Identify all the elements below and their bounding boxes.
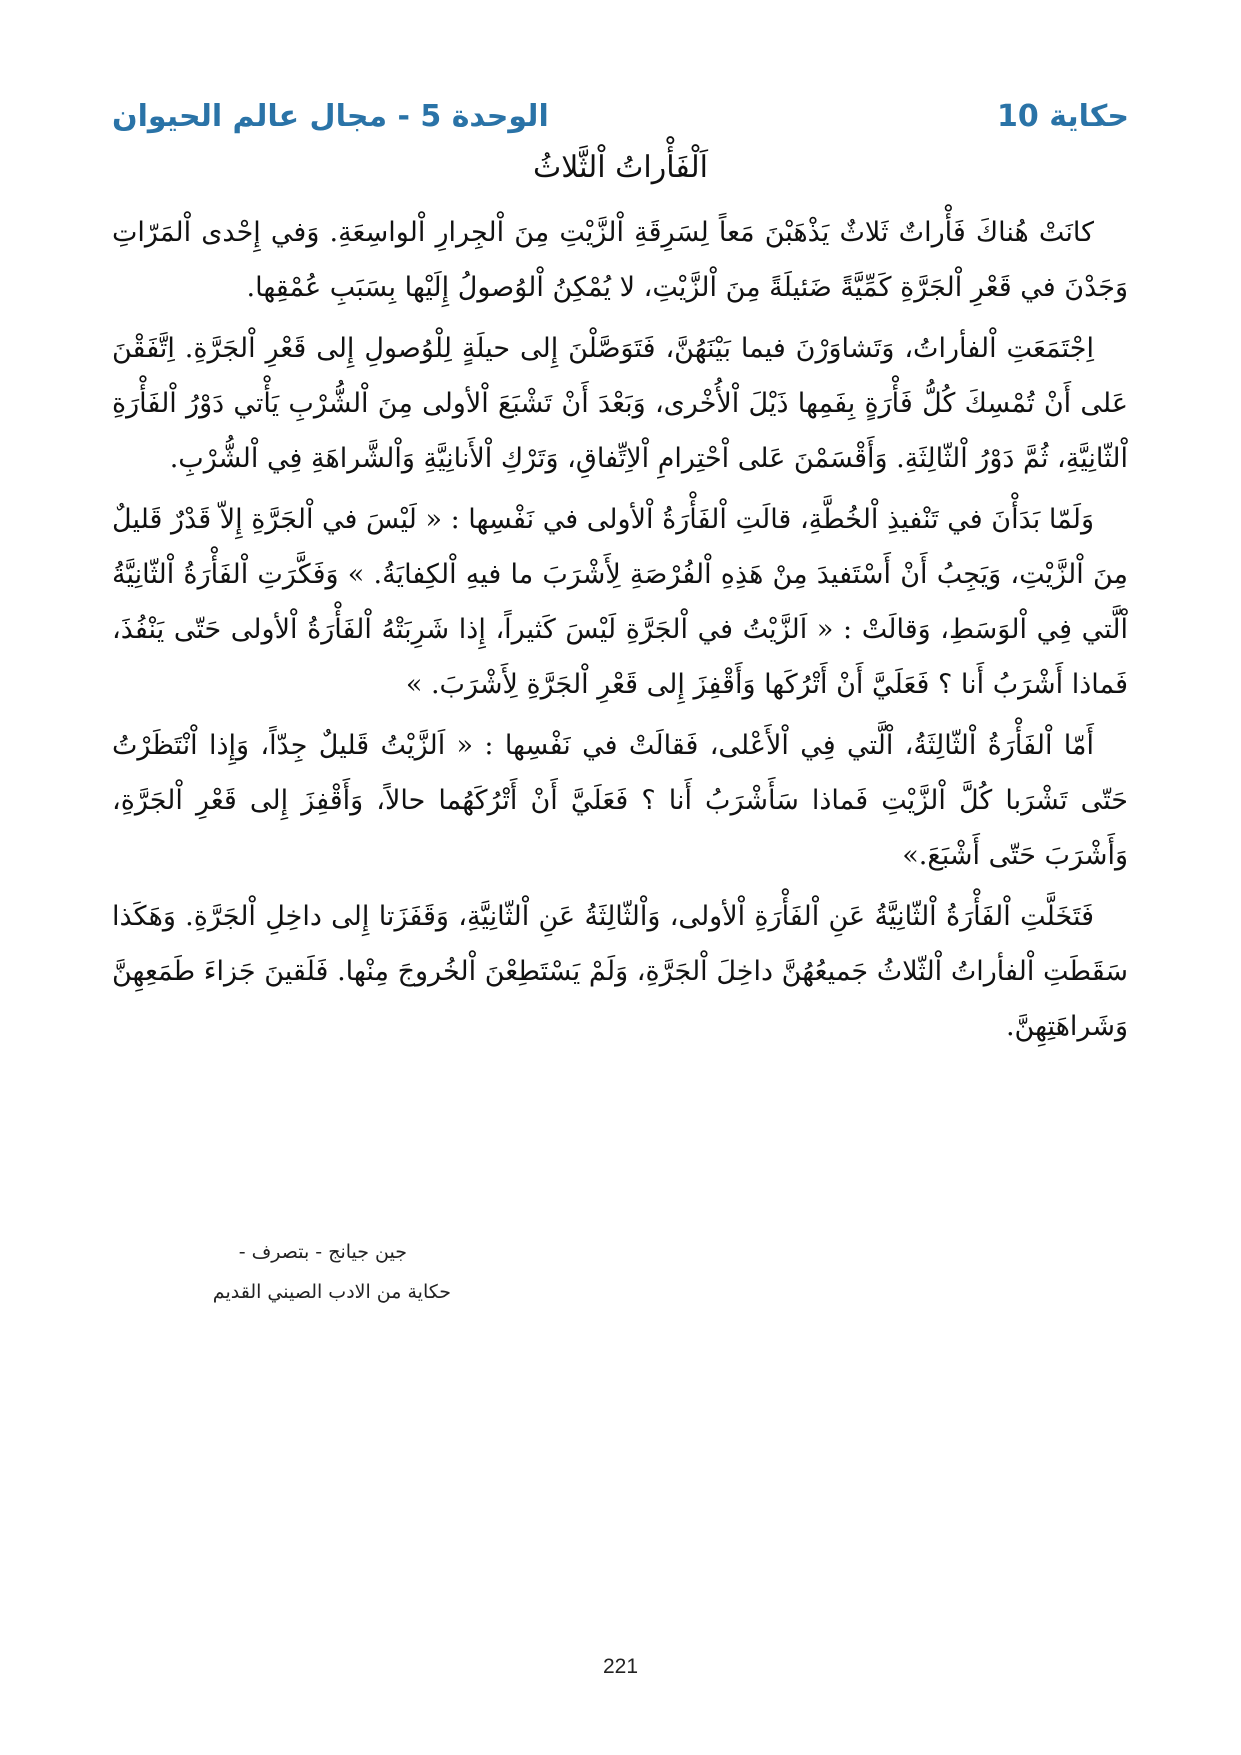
source-origin: حكاية من الادب الصيني القديم [212,1281,451,1303]
paragraph-2: اِجْتَمَعَتِ اْلفأراتُ، وَتَشاوَرْنَ فيما بَيْنَهُنَّ، فَتَوَصَّلْنَ إِلى حيلَةٍ لِلْوُصولِ إِلى قَعْرِ اْلجَرَّةِ. اِتَّفَقْنَ عَلى أَنْ تُمْسِكَ كُلُّ فَأْرَةٍ بِفَمِها ذَيْلَ اْلأُخْرى، وَبَعْدَ أَنْ تَشْبَعَ اْلأولى مِنَ اْلشُّرْبِ يَأْتي دَوْرُ اْلفَأْرَةِ اْلثّانِيَّةِ، ثُمَّ دَوْرُ اْلثّالِثَةِ. وَأَقْسَمْنَ عَلى اْحْتِرامِ اْلاِتِّفاقِ، وَتَرْكِ اْلأَنانِيَّةِ وَاْلشَّراهَةِ فِي اْلشُّرْبِ. [112,333,1128,474]
paragraph-3: وَلَمّا بَدَأْنَ في تَنْفيذِ اْلخُطَّةِ، قالَتِ اْلفَأْرَةُ اْلأولى في نَفْسِها : « لَيْسَ في اْلجَرَّةِ إِلاّ قَدْرٌ قَليلٌ مِنَ اْلزَّيْتِ، وَيَجِبُ أَنْ أَسْتَفيدَ مِنْ هَذِهِ اْلفُرْصَةِ لِأَشْرَبَ ما فيهِ اْلكِفايَةُ. » وَفَكَّرَتِ اْلفَأْرَةُ اْلثّانِيَّةُ اْلَّتي فِي اْلوَسَطِ، وَقالَتْ : « اَلزَّيْتُ في اْلجَرَّةِ لَيْسَ كَثيراً، إِذا شَرِبَتْهُ اْلفَأْرَةُ اْلأولى حَتّى يَنْفُذَ، فَماذا أَشْرَبُ أَنا ؟ فَعَلَيَّ أَنْ أَتْرُكَها وَأَقْفِزَ إِلى قَعْرِ اْلجَرَّةِ لِأَشْرَبَ. » [112,504,1128,700]
story-body [112,205,1128,1060]
source-credit [213,1232,451,1312]
paragraph-5: فَتَخَلَّتِ اْلفَأْرَةُ اْلثّانِيَّةُ عَنِ اْلفَأْرَةِ اْلأولى، وَاْلثّالِثَةُ عَنِ اْلثّانِيَّةِ، وَقَفَزَتا إِلى داخِلِ اْلجَرَّةِ. وَهَكَذا سَقَطَتِ اْلفأراتُ اْلثّلاثُ جَميعُهُنَّ داخِلَ اْلجَرَّةِ، وَلَمْ يَسْتَطِعْنَ اْلخُروجَ مِنْها. فَلَقينَ جَزاءَ طَمَعِهِنَّ وَشَراهَتِهِنَّ. [112,901,1128,1042]
story-title: اَلْفَأْراتُ اْلثَّلاثُ [532,150,709,185]
source-author: جين جيانج - بتصرف - [238,1241,407,1263]
page-number: 221 [602,1655,639,1678]
unit-label: الوحدة 5 - مجال عالم الحيوان [112,98,549,134]
paragraph-4: أَمّا اْلفَأْرَةُ اْلثّالِثَةُ، اْلَّتي فِي اْلأَعْلى، فَقالَتْ في نَفْسِها : « اَلزَّيْتُ قَليلٌ جِدّاً، وَإِذا اْنْتَظَرْتُ حَتّى تَشْرَبا كُلَّ اْلزَّيْتِ فَماذا سَأَشْرَبُ أَنا ؟ فَعَلَيَّ أَنْ أَتْرُكَهُما حالاً، وَأَقْفِزَ إِلى قَعْرِ اْلجَرَّةِ، وَأَشْرَبَ حَتّى أَشْبَعَ.» [112,730,1128,871]
paragraph-1: كانَتْ هُناكَ فَأْراتٌ ثَلاثٌ يَذْهَبْنَ مَعاً لِسَرِقَةِ اْلزَّيْتِ مِنَ اْلجِرارِ اْلواسِعَةِ. وَفي إِحْدى اْلمَرّاتِ وَجَدْنَ في قَعْرِ اْلجَرَّةِ كَمِّيَّةً ضَئيلَةً مِنَ اْلزَّيْتِ، لا يُمْكِنُ اْلوُصولُ إِلَيْها بِسَبَبِ عُمْقِها. [112,217,1128,303]
story-label: حكاية 10 [997,98,1129,134]
page-header [112,86,1129,146]
